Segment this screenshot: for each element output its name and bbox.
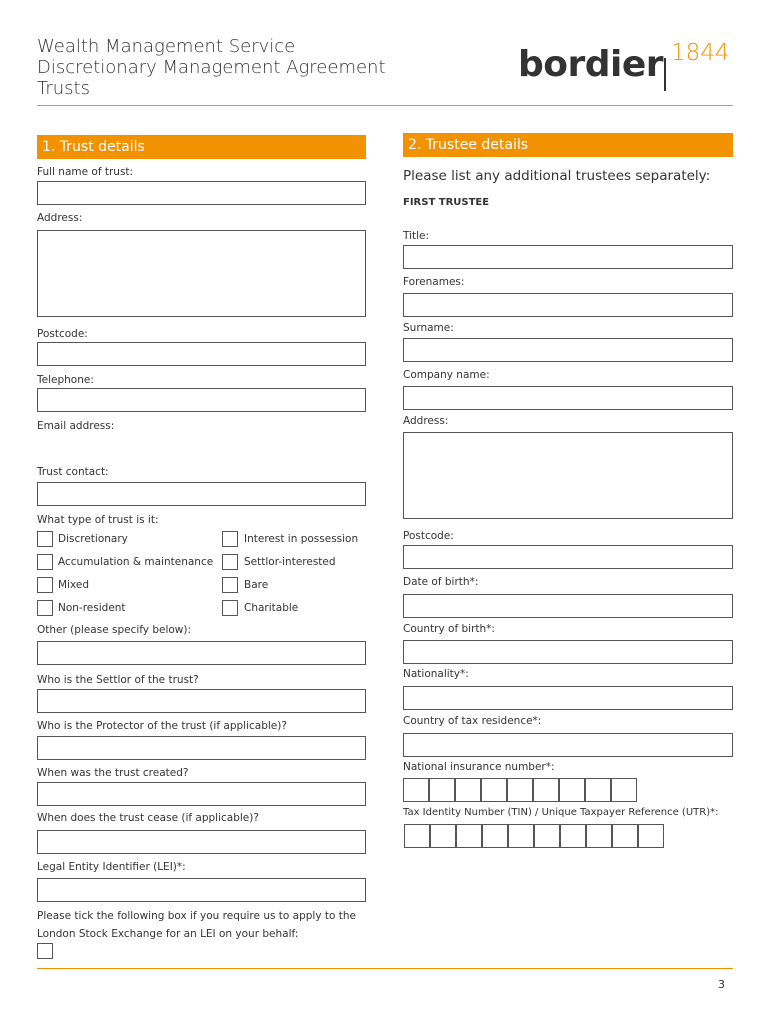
- label-settlor-interested: Settlor-interested: [244, 556, 336, 568]
- label-trust-type: What type of trust is it:: [37, 514, 159, 526]
- checkbox-interest-in-possession[interactable]: [222, 531, 238, 547]
- label-trustee-address: Address:: [403, 415, 449, 427]
- label-other: Other (please specify below):: [37, 624, 192, 636]
- label-discretionary: Discretionary: [58, 533, 128, 545]
- trustee-address-field[interactable]: [403, 432, 733, 519]
- tax-residence-field[interactable]: [403, 733, 733, 757]
- ni-box[interactable]: [481, 778, 507, 802]
- checkbox-non-resident[interactable]: [37, 600, 53, 616]
- full-name-field[interactable]: [37, 181, 366, 205]
- ni-box[interactable]: [429, 778, 455, 802]
- tin-box[interactable]: [586, 824, 612, 848]
- label-trust-contact: Trust contact:: [37, 466, 109, 478]
- ni-box[interactable]: [403, 778, 429, 802]
- checkbox-lse-lei[interactable]: [37, 943, 53, 959]
- label-lse-2: London Stock Exchange for an LEI on your behalf:: [37, 928, 299, 940]
- page-number: 3: [718, 978, 725, 991]
- label-lei: Legal Entity Identifier (LEI)*:: [37, 861, 186, 873]
- label-full-name: Full name of trust:: [37, 166, 134, 178]
- label-protector: Who is the Protector of the trust (if applicable)?: [37, 720, 287, 732]
- label-surname: Surname:: [403, 322, 454, 334]
- telephone-field[interactable]: [37, 388, 366, 412]
- trustee-postcode-field[interactable]: [403, 545, 733, 569]
- forenames-field[interactable]: [403, 293, 733, 317]
- label-interest-in-possession: Interest in possession: [244, 533, 359, 545]
- nationality-field[interactable]: [403, 686, 733, 710]
- label-tin-utr: Tax Identity Number (TIN) / Unique Taxpayer Reference (UTR)*:: [403, 807, 719, 818]
- label-bare: Bare: [244, 579, 269, 591]
- label-postcode: Postcode:: [37, 328, 88, 340]
- tin-box[interactable]: [456, 824, 482, 848]
- ni-box[interactable]: [611, 778, 637, 802]
- trustee-intro: Please list any additional trustees separately:: [403, 168, 711, 184]
- title-line-3: Trusts: [37, 78, 90, 99]
- document-title: [37, 36, 386, 99]
- logo-year: 1844: [671, 40, 730, 66]
- tin-box[interactable]: [482, 824, 508, 848]
- label-forenames: Forenames:: [403, 276, 465, 288]
- label-country-of-birth: Country of birth*:: [403, 623, 495, 635]
- section-trustee-details: 2. Trustee details: [403, 133, 733, 157]
- checkbox-bare[interactable]: [222, 577, 238, 593]
- label-address: Address:: [37, 212, 83, 224]
- label-non-resident: Non-resident: [58, 602, 126, 614]
- other-field[interactable]: [37, 641, 366, 665]
- cease-field[interactable]: [37, 830, 366, 854]
- tin-box[interactable]: [638, 824, 664, 848]
- ni-box[interactable]: [507, 778, 533, 802]
- title-line-1: Wealth Management Service: [37, 36, 296, 57]
- label-accumulation: Accumulation & maintenance: [58, 556, 214, 568]
- title-line-2: Discretionary Management Agreement: [37, 57, 386, 78]
- footer-rule: [37, 968, 733, 969]
- company-name-field[interactable]: [403, 386, 733, 410]
- ni-box[interactable]: [559, 778, 585, 802]
- label-created: When was the trust created?: [37, 767, 189, 779]
- label-tax-residence: Country of tax residence*:: [403, 715, 542, 727]
- tin-box[interactable]: [404, 824, 430, 848]
- tin-box[interactable]: [612, 824, 638, 848]
- country-of-birth-field[interactable]: [403, 640, 733, 664]
- first-trustee-heading: FIRST TRUSTEE: [403, 197, 490, 208]
- checkbox-discretionary[interactable]: [37, 531, 53, 547]
- tin-box[interactable]: [560, 824, 586, 848]
- date-of-birth-field[interactable]: [403, 594, 733, 618]
- tin-box[interactable]: [430, 824, 456, 848]
- label-charitable: Charitable: [244, 602, 299, 614]
- postcode-field[interactable]: [37, 342, 366, 366]
- created-field[interactable]: [37, 782, 366, 806]
- tin-utr-boxes[interactable]: [404, 824, 667, 848]
- label-cease: When does the trust cease (if applicable)?: [37, 812, 259, 824]
- label-company-name: Company name:: [403, 369, 490, 381]
- lei-field[interactable]: [37, 878, 366, 902]
- label-national-insurance: National insurance number*:: [403, 761, 555, 773]
- protector-field[interactable]: [37, 736, 366, 760]
- label-email: Email address:: [37, 420, 115, 432]
- header-rule: [37, 105, 733, 106]
- logo-divider: [664, 58, 666, 91]
- label-trustee-postcode: Postcode:: [403, 530, 454, 542]
- checkbox-accumulation[interactable]: [37, 554, 53, 570]
- settlor-field[interactable]: [37, 689, 366, 713]
- section-trust-details: 1. Trust details: [37, 135, 366, 159]
- ni-box[interactable]: [533, 778, 559, 802]
- surname-field[interactable]: [403, 338, 733, 362]
- national-insurance-boxes[interactable]: [403, 778, 640, 802]
- trust-contact-field[interactable]: [37, 482, 366, 506]
- label-date-of-birth: Date of birth*:: [403, 576, 479, 588]
- ni-box[interactable]: [455, 778, 481, 802]
- bordier-logo: bordier: [518, 44, 664, 85]
- checkbox-mixed[interactable]: [37, 577, 53, 593]
- tin-box[interactable]: [508, 824, 534, 848]
- checkbox-charitable[interactable]: [222, 600, 238, 616]
- label-telephone: Telephone:: [37, 374, 94, 386]
- checkbox-settlor-interested[interactable]: [222, 554, 238, 570]
- label-settlor: Who is the Settlor of the trust?: [37, 674, 199, 686]
- label-title: Title:: [403, 230, 430, 242]
- tin-box[interactable]: [534, 824, 560, 848]
- label-nationality: Nationality*:: [403, 668, 469, 680]
- label-mixed: Mixed: [58, 579, 89, 591]
- address-field[interactable]: [37, 230, 366, 317]
- label-lse-1: Please tick the following box if you require us to apply to the: [37, 910, 356, 922]
- ni-box[interactable]: [585, 778, 611, 802]
- title-field[interactable]: [403, 245, 733, 269]
